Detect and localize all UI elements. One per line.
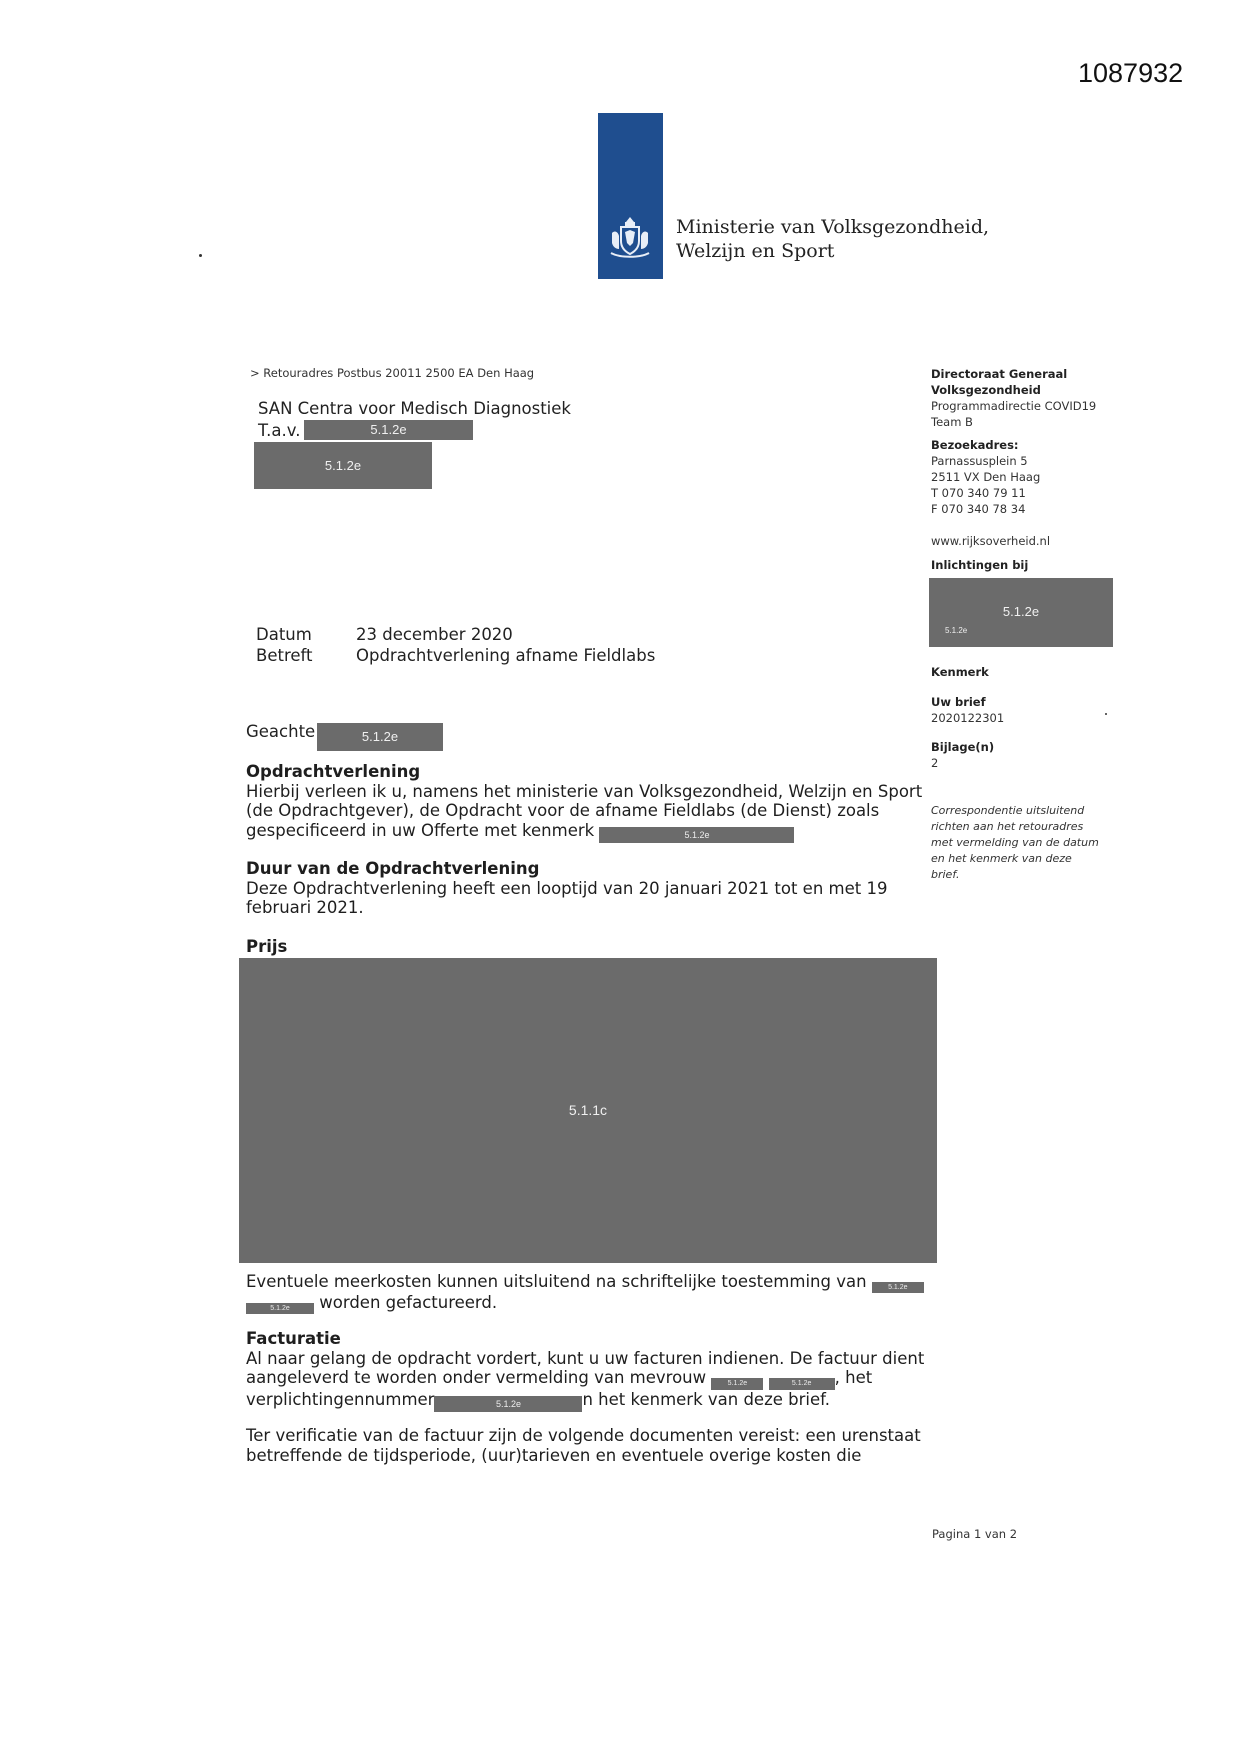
paragraph-line: betreffende de tijdsperiode, (uur)tarieven en eventuele overige kosten die — [246, 1445, 862, 1465]
paragraph-line: Deze Opdrachtverlening heeft een looptijd van 20 januari 2021 tot en met 19 — [246, 878, 888, 898]
date-value: 23 december 2020 — [356, 625, 513, 644]
correspondence-line2: richten aan het retouradres — [931, 820, 1084, 833]
ministry-name-line2: Welzijn en Sport — [676, 240, 835, 262]
correspondence-line3: met vermelding van de datum — [931, 836, 1099, 849]
sidebar-kenmerk-label: Kenmerk — [931, 665, 989, 679]
sidebar-attachments-label: Bijlage(n) — [931, 740, 995, 754]
paragraph-line: Eventuele meerkosten kunnen uitsluitend na schriftelijke toestemming van — [246, 1272, 867, 1291]
paragraph-line: n het kenmerk van deze brief. — [582, 1390, 830, 1409]
sidebar-letter-label: Uw brief — [931, 695, 986, 709]
royal-coat-of-arms-icon — [606, 213, 654, 261]
correspondence-note — [931, 803, 1121, 883]
sidebar-attachments-value: 2 — [931, 756, 939, 770]
sidebar-fax: F 070 340 78 34 — [931, 502, 1026, 516]
document-number: 1087932 — [1078, 58, 1184, 88]
sidebar-phone: T 070 340 79 11 — [931, 486, 1026, 500]
obligation-number-redaction: 5.1.2e — [434, 1396, 582, 1412]
paragraph-line: worden gefactureerd. — [319, 1293, 498, 1312]
sidebar-street: Parnassusplein 5 — [931, 454, 1028, 468]
correspondence-line1: Correspondentie uitsluitend — [931, 804, 1085, 817]
sidebar-program: Programmadirectie COVID19 — [931, 399, 1097, 413]
return-address: > Retouradres Postbus 20011 2500 EA Den Haag — [250, 366, 535, 380]
paragraph-line: Al naar gelang de opdracht vordert, kunt u uw facturen indienen. De factuur dient — [246, 1348, 925, 1368]
paragraph-line: (de Opdrachtgever), de Opdracht voor de afname Fieldlabs (de Dienst) zoals — [246, 801, 880, 820]
info-redaction-small-label: 5.1.2e — [945, 626, 968, 635]
sidebar-letter-value: 2020122301 — [931, 711, 1005, 725]
page-number: Pagina 1 van 2 — [932, 1527, 1018, 1541]
section-heading-invoicing: Facturatie — [246, 1329, 341, 1348]
scan-speck — [199, 254, 202, 257]
attention-redaction: 5.1.2e — [304, 420, 473, 440]
paragraph-line: , het — [834, 1368, 873, 1387]
addressee-company: SAN Centra voor Medisch Diagnostiek — [258, 399, 571, 418]
sidebar-dept-line1: Directoraat Generaal — [931, 367, 1068, 381]
scan-speck — [1105, 713, 1107, 715]
addressee-attention: T.a.v. — [258, 421, 301, 440]
ministry-name-line1: Ministerie van Volksgezondheid, — [676, 216, 990, 238]
section-heading-opdrachtverlening: Opdrachtverlening — [246, 762, 421, 781]
section-opdrachtverlening — [246, 762, 923, 843]
paragraph-line: gespecificeerd in uw Offerte met kenmerk — [246, 820, 595, 840]
info-redaction — [929, 578, 1113, 647]
info-redaction-label: 5.1.2e — [1002, 604, 1040, 619]
ministry-name — [676, 215, 989, 263]
paragraph-line: verplichtingennummer — [246, 1390, 435, 1409]
paragraph-line: Hierbij verleen ik u, namens het ministerie van Volksgezondheid, Welzijn en Sport — [246, 781, 923, 801]
approver-redaction: 5.1.2e — [246, 1303, 314, 1314]
sidebar-postcode: 2511 VX Den Haag — [931, 470, 1041, 484]
price-redaction: 5.1.1c — [239, 958, 937, 1263]
paragraph-line: aangeleverd te worden onder vermelding van mevrouw — [246, 1368, 707, 1387]
sidebar-attachments — [931, 739, 994, 771]
section-heading-price: Prijs — [246, 937, 288, 956]
approver-redaction: 5.1.2e — [872, 1282, 924, 1293]
contact-redaction: 5.1.2e — [711, 1378, 763, 1390]
section-price — [246, 937, 916, 957]
contact-redaction: 5.1.2e — [769, 1378, 835, 1390]
offerte-kenmerk-redaction: 5.1.2e — [599, 827, 794, 843]
salutation-redaction: 5.1.2e — [317, 723, 443, 751]
sidebar-website[interactable]: www.rijksoverheid.nl — [931, 534, 1051, 548]
correspondence-line4: en het kenmerk van deze — [931, 852, 1072, 865]
section-invoicing — [246, 1329, 925, 1412]
sidebar-dept-line2: Volksgezondheid — [931, 383, 1041, 397]
ministry-logo-bar — [598, 113, 663, 279]
subject-label: Betreft — [256, 646, 313, 665]
section-extra-costs — [246, 1272, 916, 1314]
paragraph-line: Ter verificatie van de factuur zijn de volgende documenten vereist: een urenstaat — [246, 1426, 921, 1445]
sidebar-letter — [931, 694, 1004, 726]
paragraph-line: februari 2021. — [246, 898, 364, 917]
sidebar-visit-label: Bezoekadres: — [931, 438, 1019, 452]
address-redaction: 5.1.2e — [254, 442, 432, 489]
sidebar-info-label: Inlichtingen bij — [931, 558, 1029, 572]
subject-value: Opdrachtverlening afname Fieldlabs — [356, 646, 656, 665]
sidebar-department — [931, 366, 1096, 430]
sidebar-team: Team B — [931, 415, 973, 429]
section-verification — [246, 1426, 921, 1465]
correspondence-line5: brief. — [931, 868, 960, 881]
section-duration — [246, 859, 916, 918]
date-label: Datum — [256, 625, 312, 644]
sidebar-visit-address — [931, 437, 1040, 517]
salutation: Geachte — [246, 722, 316, 741]
section-heading-duration: Duur van de Opdrachtverlening — [246, 859, 540, 878]
